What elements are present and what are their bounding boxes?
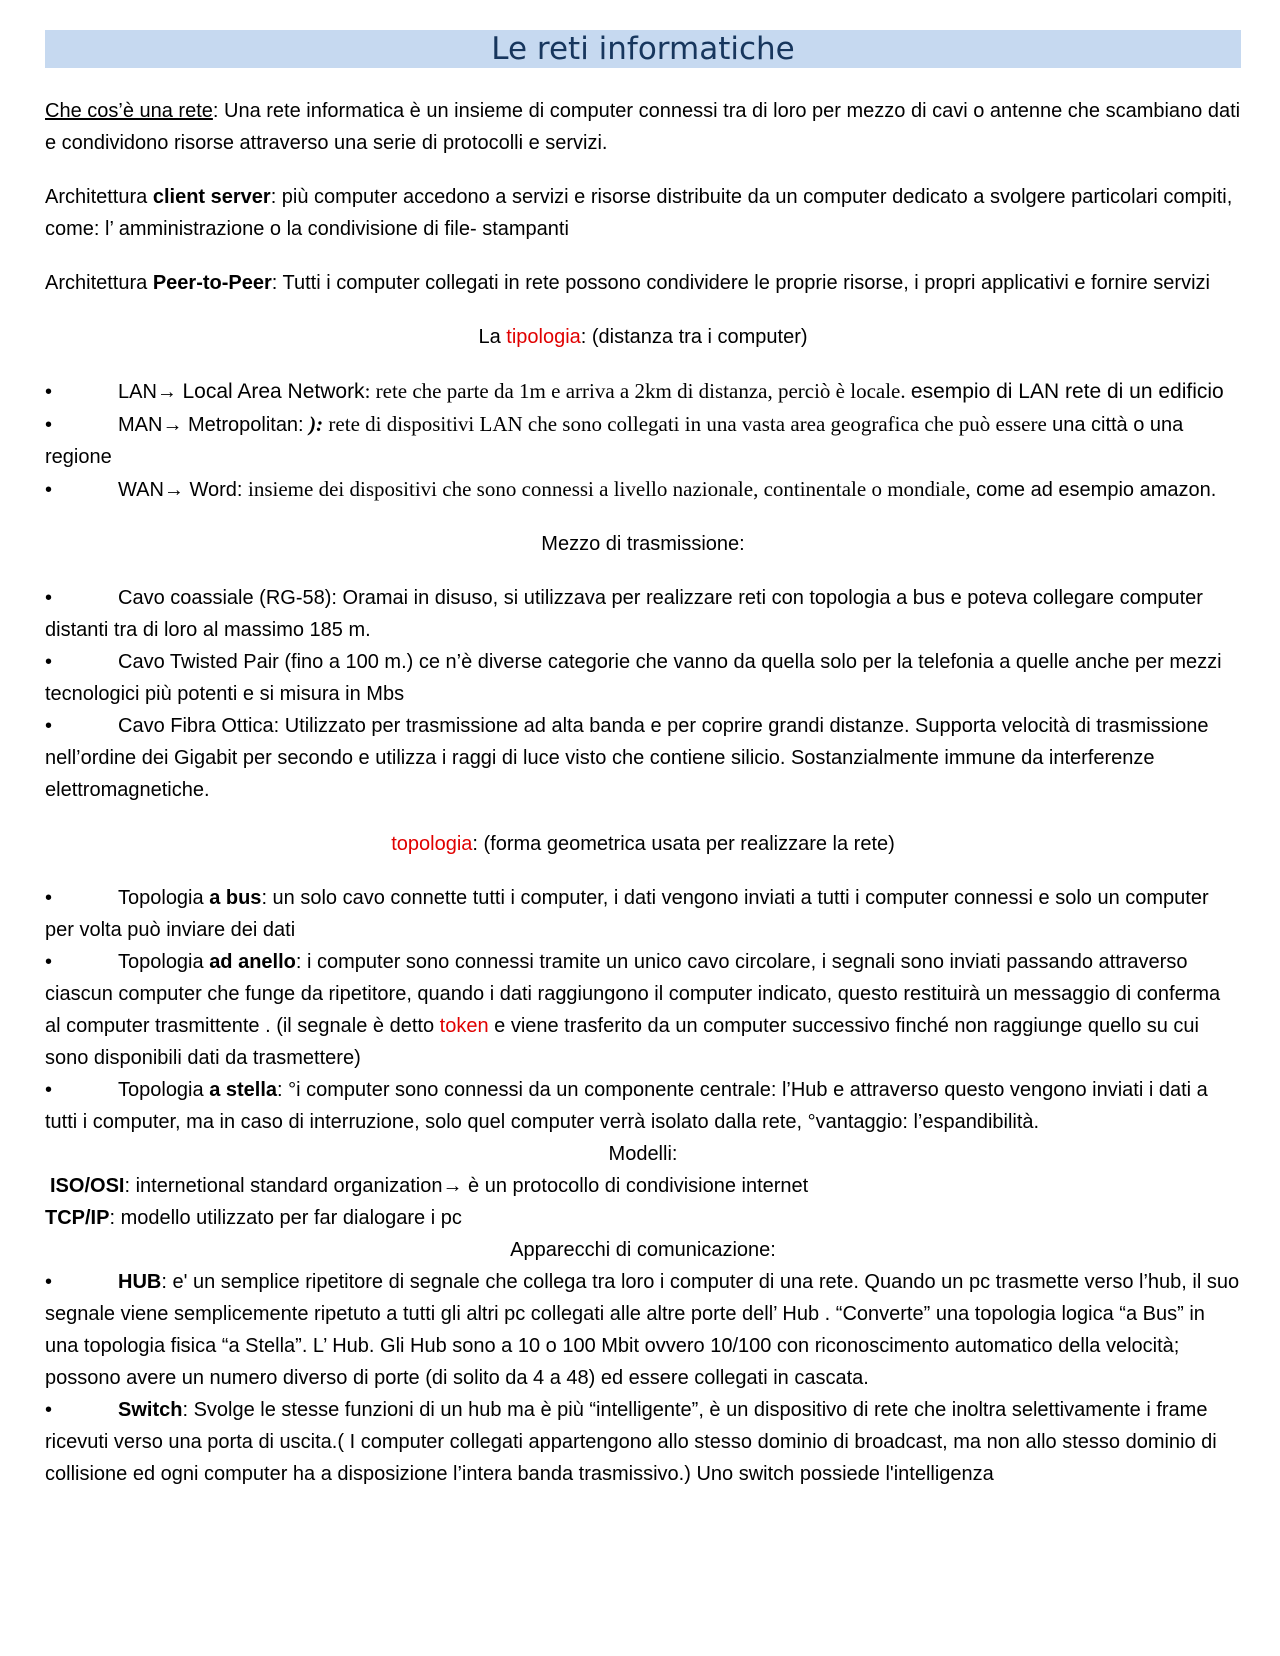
switch-term: Switch [118, 1399, 183, 1421]
document-title: Le reti informatiche [45, 30, 1241, 68]
tipologia-heading-pre: La [478, 326, 507, 348]
tcp-ip-term: TCP/IP [45, 1207, 110, 1229]
topologia-heading-keyword: topologia [391, 833, 473, 855]
list-item-man [45, 408, 1241, 473]
modello-tcp-ip [45, 1202, 1241, 1234]
list-item-coassiale [45, 582, 1241, 646]
anello-pre: Topologia [118, 951, 210, 973]
client-server-paragraph [45, 181, 1241, 245]
intro-text: : Una rete informatica è un insieme di computer connessi tra di loro per mezzo di cavi o antenne che scambiano dati e condividono risorse attraverso una serie di protocolli e servizi. [45, 100, 1241, 154]
iso-osi-term: ISO/OSI [50, 1175, 125, 1197]
anello-text2: e viene trasferito da un computer successivo finché non raggiunge quello su cui sono disponibili dati da trasmettere) [45, 1015, 1199, 1069]
anello-term: ad anello [209, 951, 296, 973]
peer-prefix: Architettura [45, 272, 153, 294]
stella-text: : °i computer sono connessi da un componente centrale: l’Hub e attraverso questo vengono inviati i dati a tutti i computer, ma in caso di interruzione, solo quel computer verrà isolato dalla rete, °vantaggio: l’espandibilità. [45, 1079, 1208, 1133]
man-symbol: ): [309, 412, 324, 436]
bullet-icon: • [45, 1399, 53, 1421]
twisted-text: Cavo Twisted Pair (fino a 100 m.) ce n’è diverse categorie che vanno da quella solo per la telefonia a quelle anche per mezzi tecnologici più potenti e si misura in Mbs [45, 651, 1222, 705]
bullet-icon: • [45, 1079, 53, 1101]
bullet-icon: • [45, 1271, 53, 1293]
bullet-icon: • [45, 414, 53, 436]
wan-label: WAN→ Word: [118, 479, 249, 501]
bullet-icon: • [45, 587, 53, 609]
intro-label: Che cos’è una rete [45, 100, 213, 122]
token-keyword: token [439, 1015, 489, 1037]
man-text-end: una città o una regione [45, 414, 1184, 468]
man-text: rete di dispositivi LAN che sono collegati in una vasta area geografica che può essere [323, 412, 1053, 436]
peer-term: Peer-to-Peer [152, 272, 272, 294]
iso-osi-text: : internetional standard organization→ è un protocollo di condivisione internet [124, 1175, 809, 1197]
tipologia-heading-keyword: tipologia [506, 326, 581, 348]
tipologia-heading [45, 321, 1241, 353]
tipologia-heading-post: : (distanza tra i computer) [580, 326, 808, 348]
anello-text: : i computer sono connessi tramite un unico cavo circolare, i segnali sono inviati passando attraverso ciascun computer che funge da ripetitore, quando i dati raggiungono il computer indicato, questo restituirà un messaggio di conferma al computer trasmittente . (il segnale è detto [45, 951, 1221, 1037]
hub-text: : e' un semplice ripetitore di segnale che collega tra loro i computer di una rete. Quando un pc trasmette verso l’hub, il suo segnale viene semplicemente ripetuto a tutti gli altri pc collegati alle altre porte dell’ Hub . “Converte” una topologia logica “a Bus” in una topologia fisica “a Stella”. L’ Hub. Gli Hub sono a 10 o 100 Mbit ovvero 10/100 con riconoscimento automatico della velocità; possono avere un numero diverso di porte (di solito da 4 a 48) ed essere collegati in cascata. [45, 1271, 1240, 1389]
peer-text: : Tutti i computer collegati in rete possono condividere le proprie risorse, i propri applicativi e fornire servizi [271, 272, 1210, 294]
topologia-heading [45, 828, 1241, 860]
list-item-stella [45, 1074, 1241, 1138]
client-server-term: client server [152, 186, 271, 208]
wan-text: insieme dei dispositivi che sono connessi a livello nazionale, continentale o mondiale, [248, 477, 971, 501]
switch-text: : Svolge le stesse funzioni di un hub ma è più “intelligente”, è un dispositivo di rete che inoltra selettivamente i frame ricevuti verso una porta di uscita.( I computer collegati appartengono allo stesso dominio di broadcast, ma non allo stesso dominio di collisione ed ogni computer ha a disposizione l’intera banda trasmissivo.) Uno switch possiede l'intelligenza [45, 1399, 1217, 1485]
bullet-icon: • [45, 951, 53, 973]
topologia-heading-post: : (forma geometrica usata per realizzare la rete) [472, 833, 895, 855]
apparecchi-heading: Apparecchi di comunicazione: [510, 1239, 776, 1261]
list-item-fibra [45, 710, 1241, 806]
coassiale-text: Cavo coassiale (RG-58): Oramai in disuso, si utilizzava per realizzare reti con topologia a bus e poteva collegare computer distanti tra di loro al massimo 185 m. [45, 587, 1203, 641]
lan-label: LAN→ [118, 381, 183, 403]
intro-paragraph [45, 95, 1241, 159]
wan-text-end: come ad esempio amazon. [970, 479, 1217, 501]
hub-term: HUB [118, 1271, 162, 1293]
client-server-text: : più computer accedono a servizi e risorse distribuite da un computer dedicato a svolgere particolari compiti, come: l’ amministrazione o la condivisione di file- stampanti [45, 186, 1233, 240]
bus-term: a bus [209, 887, 262, 909]
bullet-icon: • [45, 715, 53, 737]
stella-pre: Topologia [118, 1079, 210, 1101]
lan-example: esempio di LAN rete di un edificio [910, 380, 1224, 403]
bullet-icon: • [45, 381, 53, 403]
tcp-ip-text: : modello utilizzato per far dialogare i pc [109, 1207, 462, 1229]
list-item-twisted [45, 646, 1241, 710]
list-item-switch [45, 1394, 1241, 1490]
bullet-icon: • [45, 479, 53, 501]
modello-iso-osi [45, 1170, 1241, 1202]
bullet-icon: • [45, 887, 53, 909]
fibra-text: Cavo Fibra Ottica: Utilizzato per trasmissione ad alta banda e per coprire grandi distanze. Supporta velocità di trasmissione nell’ordine dei Gigabit per secondo e utilizza i raggi di luce visto che contiene silicio. Sostanzialmente immune da interferenze elettromagnetiche. [45, 715, 1209, 801]
list-item-lan [45, 375, 1241, 408]
client-server-prefix: Architettura [45, 186, 153, 208]
list-item-hub [45, 1266, 1241, 1394]
bullet-icon: • [45, 651, 53, 673]
stella-term: a stella [209, 1079, 278, 1101]
lan-term: Local Area Network [182, 380, 365, 403]
lan-text: : rete che parte da 1m e arriva a 2km di distanza, perciò è locale. [364, 379, 911, 403]
list-item-wan [45, 473, 1241, 506]
document-page [45, 30, 1241, 1490]
man-label: MAN→ Metropolitan: [118, 414, 310, 436]
list-item-bus [45, 882, 1241, 946]
bus-text: : un solo cavo connette tutti i computer, i dati vengono inviati a tutti i computer connessi e solo un computer per volta può inviare dei dati [45, 887, 1209, 941]
mezzo-heading: Mezzo di trasmissione: [541, 533, 745, 555]
modelli-heading: Modelli: [608, 1143, 678, 1165]
list-item-anello [45, 946, 1241, 1074]
peer-paragraph [45, 267, 1241, 299]
bus-pre: Topologia [118, 887, 210, 909]
